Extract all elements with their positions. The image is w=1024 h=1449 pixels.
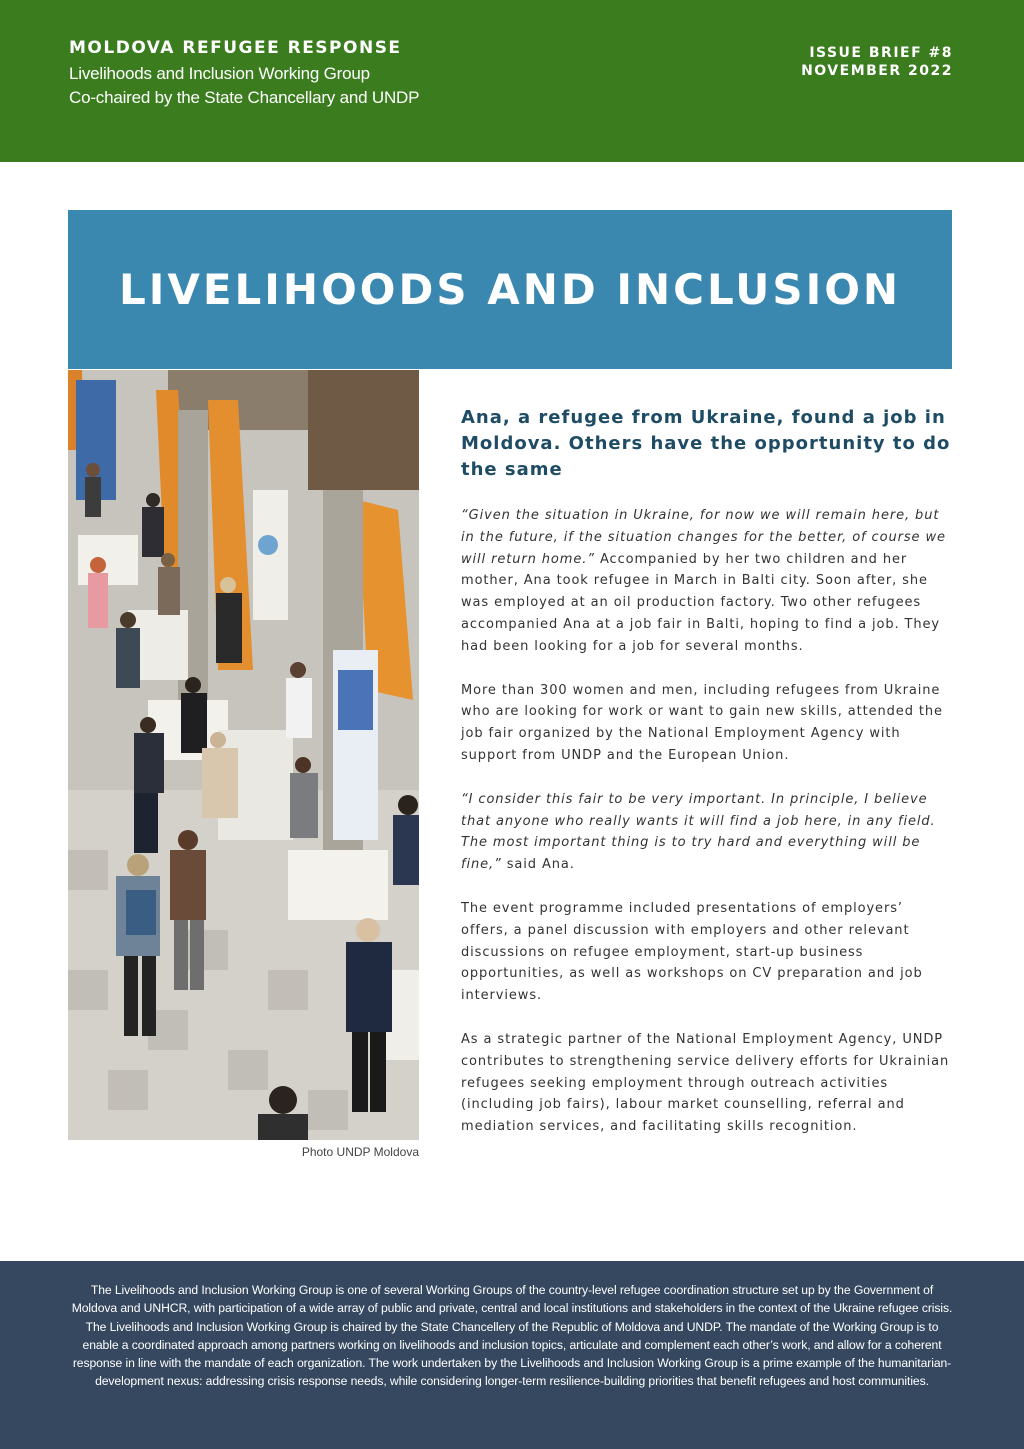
page-title: LIVELIHOODS AND INCLUSION xyxy=(118,265,902,314)
issue-block xyxy=(801,44,953,80)
article xyxy=(461,405,953,1160)
paragraph-5: As a strategic partner of the National Employment Agency, UNDP contributes to strengthening service delivery efforts for Ukrainian refugees seeking employment through outreach activities (including job fairs), labour market counselling, referral and mediation services, and facilitating skills recognition. xyxy=(461,1031,950,1135)
header-bar xyxy=(0,0,1024,162)
issue-date: NOVEMBER 2022 xyxy=(801,63,953,79)
co-chair-line: Co-chaired by the State Chancellary and UNDP xyxy=(69,88,420,107)
title-banner xyxy=(68,210,952,369)
job-fair-photo xyxy=(68,370,419,1140)
org-title: MOLDOVA REFUGEE RESPONSE xyxy=(69,38,402,58)
organization-block xyxy=(69,38,419,108)
article-headline: Ana, a refugee from Ukraine, found a job in Moldova. Others have the opportunity to do the same xyxy=(461,407,951,480)
ana-quote-1: “Given the situation in Ukraine, for now we will remain here, but in the future, if the situation changes for the better, of course we will return home.” xyxy=(461,508,946,567)
paragraph-3-text: said Ana. xyxy=(501,857,575,873)
paragraph-2: More than 300 women and men, including refugees from Ukraine who are looking for work or want to gain new skills, attended the job fair organized by the National Employment Agency with support from UNDP and the European Union. xyxy=(461,682,943,763)
footer-description: The Livelihoods and Inclusion Working Group is one of several Working Groups of the country-level refugee coordination structure set up by the Government of Moldova and UNHCR, with participation of a wide array of public and private, central and local institutions and stakeholders in the context of the Ukraine refugee crisis. The Livelihoods and Inclusion Working Group is chaired by the State Chancellery of the Republic of Moldova and UNDP. The mandate of the Working Group is to enable a coordinated approach among partners working on livelihoods and inclusion topics, articulate and complement each other’s work, and allow for a coherent response in line with the mandate of each organization. The work undertaken by the Livelihoods and Inclusion Working Group is a prime example of the humanitarian-development nexus: addressing crisis response needs, while considering longer-term resilience-building priorities that benefit refugees and host communities. xyxy=(71,1283,953,1389)
paragraph-4: The event programme included presentations of employers’ offers, a panel discussion with employers and other relevant discussions on refugee employment, start-up business opportunities, as well as workshops on CV preparation and job interviews. xyxy=(461,900,923,1004)
paragraph-3 xyxy=(461,789,953,876)
photo-credit: Photo UNDP Moldova xyxy=(301,1145,419,1159)
footer-bar xyxy=(0,1261,1024,1449)
photo-illustration xyxy=(68,370,419,1140)
ana-quote-2: “I consider this fair to be very important. In principle, I believe that anyone who really wants it will find a job here, in any field. The most important thing is to try hard and everything will be fine,” xyxy=(461,791,936,873)
paragraph-1 xyxy=(461,505,953,658)
paragraph-1-text: Accompanied by her two children and her mother, Ana took refugee in March in Balti city. Soon after, she was employed at an oil production factory. Two other refugees accompanied Ana at a job fair in Balti, hoping to find a job. They had been looking for a job for several months. xyxy=(461,551,941,654)
working-group-line: Livelihoods and Inclusion Working Group xyxy=(69,64,370,83)
issue-number: ISSUE BRIEF #8 xyxy=(809,45,953,61)
